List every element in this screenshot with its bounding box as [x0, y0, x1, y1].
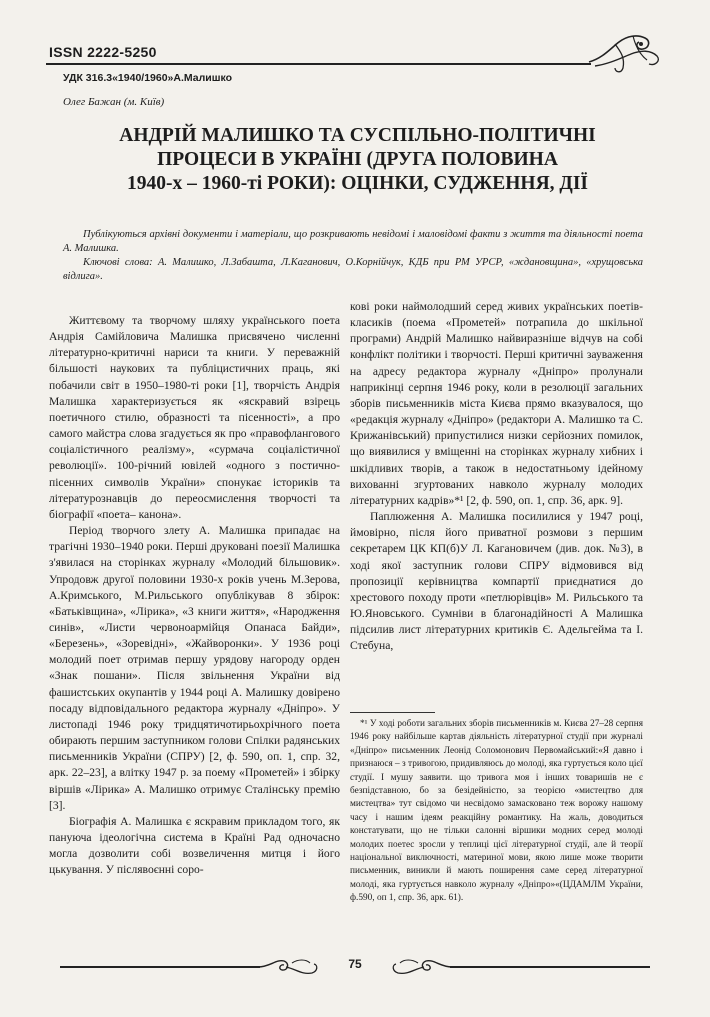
footer-divider-left [60, 966, 260, 968]
footer-divider-right [450, 966, 650, 968]
udc-code: УДК 316.3«1940/1960»А.Малишко [63, 72, 233, 84]
keywords-text: Ключові слова: А. Малишко, Л.Забашта, Л.Каганович, О.Корнійчук, КДБ при РМ УРСР, «ждановщина», «хрущовська відлига». [63, 257, 643, 282]
abstract-text: Публікуються архівні документи і матеріали, що розкривають невідомі і маловідомі факти з життя та діяльності поета А. Малишка. [63, 229, 643, 254]
footnote-divider [350, 712, 435, 713]
body-column-right [350, 299, 643, 654]
title-line: 1940-х – 1960-ті РОКИ): ОЦІНКИ, СУДЖЕННЯ, ДІЇ [126, 173, 589, 194]
title-line: АНДРІЙ МАЛИШКО ТА СУСПІЛЬНО-ПОЛІТИЧНІ [119, 125, 596, 146]
body-paragraph: кові роки наймолодший серед живих українських поетів-класиків (поема «Прометей» потрапила до шкільної програми) Андрій Малишко найвиразніше відчув на собі конфлікт політики і творчості. Перші критичні зауваження на адресу редактора журналу «Дніпро» пролунали наприкінці серпня 1946 року, коли в резолюції загальних зборів письменників міста Києва прямо вказувалося, що «редакція журналу «Дніпро» (редактори А. Малишко та С. Крижанівський) припустилися низки серйозних помилок, що виявилися у вміщенні на сторінках журналу хибних і шкідливих творів, а також в недостатньому ідейному вихованні згуртованих навколо журналу молодих літературних кадрів»*¹ [2, ф. 590, оп. 1, спр. 36, арк. 9]. [350, 300, 643, 507]
title-line: ПРОЦЕСИ В УКРАЇНІ (ДРУГА ПОЛОВИНА [157, 149, 558, 170]
decorative-flourish-icon [585, 28, 665, 76]
abstract-block [63, 228, 643, 284]
article-title [70, 124, 645, 196]
page-number: 75 [348, 957, 362, 971]
scroll-ornament-icon [388, 955, 454, 979]
footnote [350, 718, 643, 906]
issn-label: ISSN 2222-5250 [49, 44, 157, 60]
header-divider [46, 63, 591, 65]
body-paragraph: Паплюження А. Малишка посилилися у 1947 році, ймовірно, після його приватної розмови з першим секретарем ЦК КП(б)У Л. Кагановичем (див. док. №3), в ході якої заступник голови СПРУ відмовився від пропозиції керівництва компартії приєднатися до хрестового походу проти «петлюрівців» М. Рильського та Ю.Яновського. Сумніви в благонадійності А Малишка підсилив лист літературних критиків Є. Адельгейма та І. Стебуна, [350, 510, 643, 653]
body-column-left [49, 313, 340, 878]
author-name: Олег Бажан (м. Київ) [63, 96, 165, 108]
body-paragraph: Життєвому та творчому шляху українського поета Андрія Самійловича Малишка присвячено численні літературно-критичні нариси та книги. У переважній більшості наукових та публіцистичних праць, які побачили світ в 1950–1980-ті роки [1], творчість Андрія Малишка характеризується як «яскравий взірець поетичного стилю, образності та пісенності», а про самого майстра слова згадується як про «правофлангового соціалістичного реалізму», «сурмача соціалістичної революції». 100-річний ювілей «одного з постично-пісенних символів України» спонукає істориків та літературознавців до переосмислення творчості та біографії «поета– канона». [49, 314, 340, 521]
footnote-text: *¹ У ході роботи загальних зборів письменників м. Києва 27–28 серпня 1946 року найбільше картав діяльність літературної студії при журналі «Дніпро» письменник Леонід Соломонович Первомайський:«Я давно і признаюся – з тривогою, придивляюсь до молоді, яка гуртується коло цієї студії. І мушу заявити. що тривога моя і інших товаришів не є безпідставною, бо за безідейністю, за теорією «мистецтво для мистецтва» тут свідомо чи несвідомо замасковано теж ворожу нашому часу і нашим ідеям реакційну романтику. На жаль, доводиться констатувати, що не тільки салонні віршики модних серед молоді молодих поетес зросли у теплиці цієї літературної студії, але й теорії національної виключності, материної мови, якою лише може творити письменник, виникли й мають поширення саме серед літературної молоді, яка гуртується навколо журналу «Дніпро»«(ЦДАМЛМ України, ф.590, оп 1, спр. 36, арк. 61). [350, 719, 643, 904]
body-paragraph: Біографія А. Малишка є яскравим прикладом того, як пануюча ідеологічна система в Країні Рад одночасно могла дозволити собі возвеличення митця і його цькування. У післявоєнні соро- [49, 814, 340, 877]
scroll-ornament-icon [256, 955, 322, 979]
body-paragraph: Період творчого злету А. Малишка припадає на трагічні 1930–1940 роки. Перші друковані поезії Малишка з'явилася на сторінках журналу «Молодий більшовик». Упродовж другої половини 1930-х років учень М.Зерова, А.Кримського, М.Рильського опублікував 8 збірок: «Батьківщина», «Лірика», «З книги життя», «Народження синів», «Листи червоноармійця Опанаса Байди», «Березень», «Зоревідні», «Жайворонки». У 1936 році молодий поет отримав першу урядову нагороду орден «Знак пошани». Після звільнення України від фашистських окупантів у 1944 році А. Малишку довірено посаду відповідального редактора журналу «Дніпро». У листопаді 1946 року тридцятичотирьохрічного поета обирають першим заступником голови Спілки радянських письменників України (СПРУ) [2, ф. 590, оп. 1, спр. 32, арк. 22–23], а влітку 1947 р. за поему «Прометей» і збірку віршів «Лірика» А. Малишко отримує Сталінську премію [3]. [49, 524, 340, 812]
